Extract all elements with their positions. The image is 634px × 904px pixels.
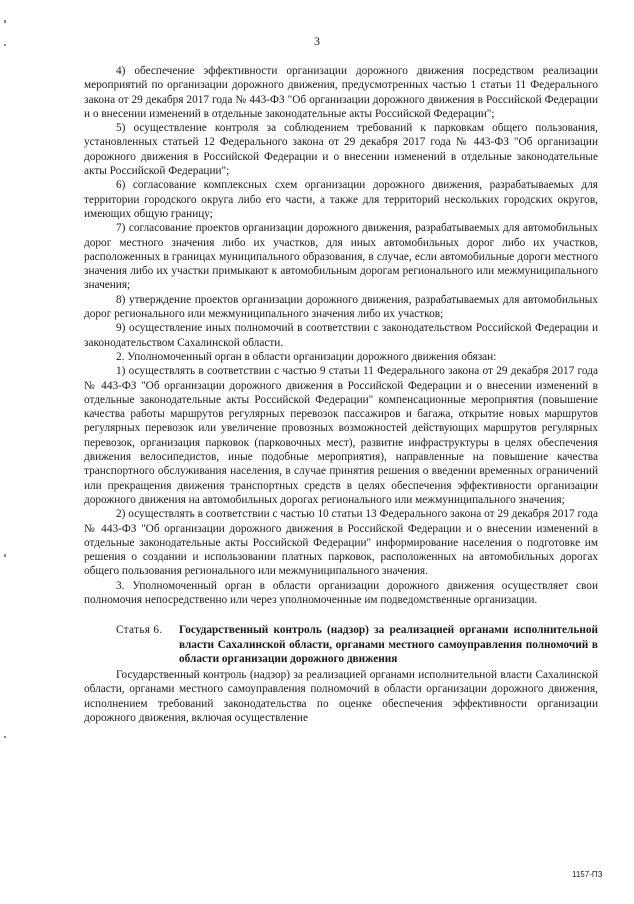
document-code: 1157-ПЗ — [572, 870, 603, 879]
paragraph-section-2-item-2: 2) осуществлять в соответствии с частью 10 статьи 13 Федерального закона от 29 декабря 2017 года № 443-ФЗ "Об организации дорожного движения в Российской Федерации и о внесении изменений в отдельные законодательные акты Российской Федерации" информирование населения о подготовке им решения о создании и использовании платных парковок, расположенных на автомобильных дорогах общего пользования регионального или межмуниципального значения. — [84, 508, 598, 578]
scan-margin-mark — [4, 20, 6, 23]
paragraph-item-8: 8) утверждение проектов организации дорожного движения, разрабатываемых для автомобильных дорог регионального или межмуниципального значения либо их участков; — [84, 293, 598, 321]
article-label: Статья 6. — [116, 624, 163, 637]
paragraph-item-7: 7) согласование проектов организации дорожного движения, разрабатываемых для автомобильных дорог местного значения либо их участков, для иных автомобильных дорог либо их участков, расположенных в границах муниципального образования, в случае, если автомобильные дороги местного значения либо их участки примыкают к автомобильным дорогам регионального или межмуниципального значения; — [84, 222, 598, 292]
paragraph-section-2: 2. Уполномоченный орган в области организации дорожного движения обязан: — [116, 350, 497, 363]
page-number: 3 — [314, 34, 320, 48]
paragraph-item-9: 9) осуществление иных полномочий в соответствии с законодательством Российской Федерации и законодательством Сахалинской области. — [84, 322, 598, 349]
scan-margin-mark — [4, 736, 6, 738]
scan-margin-mark — [4, 44, 6, 46]
paragraph-section-3: 3. Уполномоченный орган в области организации дорожного движения осуществляет свои полномочия непосредственно или через уполномоченные им подведомственные организации. — [84, 579, 598, 606]
article-title: Государственный контроль (надзор) за реализацией органами исполнительной власти Сахалинской области, органами местного самоуправления полномочий в области организации дорожного движения — [179, 624, 598, 665]
closing-paragraph: Государственный контроль (надзор) за реализацией органами исполнительной власти Сахалинской области, органами местного самоуправления полномочий в области организации дорожного движения, исполнением требований законодательства по оценке обеспечения эффективности организации дорожного движения, включая осуществление — [84, 669, 598, 725]
paragraph-item-6: 6) согласование комплексных схем организации дорожного движения, разрабатываемых для территории городского округа либо его части, а также для территорий нескольких городских округов, имеющих общую границу; — [84, 179, 598, 220]
paragraph-section-2-item-1: 1) осуществлять в соответствии с частью 9 статьи 11 Федерального закона от 29 декабря 2017 года № 443-ФЗ "Об организации дорожного движения в Российской Федерации и о внесении изменений в отдельные законодательные акты Российской Федерации" компенсационные мероприятия (повышение качества работы маршрутов регулярных перевозок пассажиров и багажа, открытие новых маршрутов регулярных перевозок или увеличение провозных возможностей действующих маршрутов регулярных перевозок, организация парковок (парковочных мест), развитие инфраструктуры в целях обеспечения движения велосипедистов, иные подобные мероприятия), направленные на повышение качества транспортного обслуживания населения, в случае принятия решения о введении временных ограничений или прекращения движения транспортных средств в целях обеспечения эффективности организации дорожного движения на автомобильных дорогах регионального или межмуниципального значения; — [84, 365, 598, 506]
article-heading — [84, 623, 598, 666]
scan-margin-mark — [4, 554, 6, 557]
document-body — [84, 64, 598, 725]
paragraph-item-5: 5) осуществление контроля за соблюдением требований к парковкам общего пользования, установленных статьей 12 Федерального закона от 29 декабря 2017 года № 443-ФЗ "Об организации дорожного движения в Российской Федерации и о внесении изменений в отдельные законодательные акты Российской Федерации"; — [84, 122, 598, 178]
paragraph-item-4: 4) обеспечение эффективности организации дорожного движения посредством реализации мероприятий по организации дорожного движения, предусмотренных частью 1 статьи 11 Федерального закона от 29 декабря 2017 года № 443-ФЗ "Об организации дорожного движения в Российской Федерации и о внесении изменений в отдельные законодательные акты Российской Федерации"; — [84, 65, 598, 120]
